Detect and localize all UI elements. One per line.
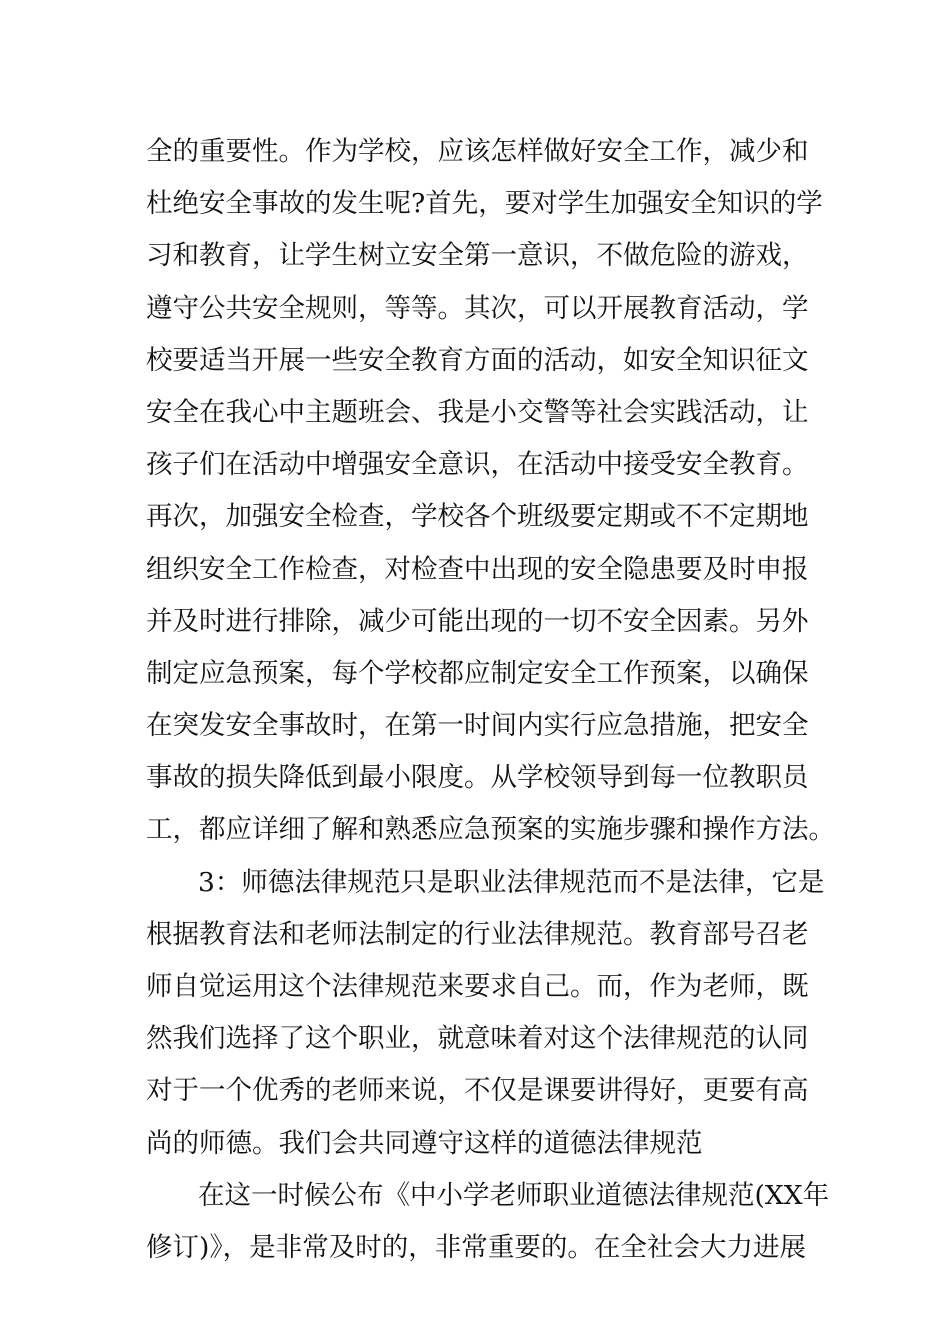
text-line: 根据教育法和老师法制定的行业法律规范。教育部号召老 <box>146 918 809 950</box>
text-line: 然我们选择了这个职业，就意味着对这个法律规范的认同 <box>146 1023 809 1055</box>
text-line: 全的重要性。作为学校，应该怎样做好安全工作，减少和 <box>146 136 809 167</box>
text-line: 校要适当开展一些安全教育方面的活动，如安全知识征文 <box>146 344 809 376</box>
text-line: 师自觉运用这个法律规范来要求自己。而，作为老师，既 <box>146 971 809 1002</box>
text-line: 并及时进行排除，减少可能出现的一切不安全因素。另外 <box>146 605 809 637</box>
text-line: 修订)》，是非常及时的，非常重要的。在全社会大力进展 <box>146 1231 806 1263</box>
text-line: 对于一个优秀的老师来说，不仅是课要讲得好，更要有高 <box>146 1075 809 1107</box>
text-line: 在突发安全事故时，在第一时间内实行应急措施，把安全 <box>146 710 809 742</box>
text-line: 再次，加强安全检查，学校各个班级要定期或不不定期地 <box>146 501 809 533</box>
text-line: 3：师德法律规范只是职业法律规范而不是法律，它是 <box>198 866 825 898</box>
text-line: 习和教育，让学生树立安全第一意识，不做危险的游戏， <box>146 240 809 272</box>
text-line: 在这一时候公布《中小学老师职业道德法律规范(XX年 <box>198 1179 830 1211</box>
text-line: 杜绝安全事故的发生呢?首先，要对学生加强安全知识的学 <box>146 188 823 220</box>
text-line: 工，都应详细了解和熟悉应急预案的实施步骤和操作方法。 <box>146 814 835 846</box>
text-line: 组织安全工作检查，对检查中出现的安全隐患要及时申报 <box>146 553 809 585</box>
text-line: 制定应急预案，每个学校都应制定安全工作预案，以确保 <box>146 657 809 689</box>
text-line: 事故的损失降低到最小限度。从学校领导到每一位教职员 <box>146 762 809 794</box>
text-line: 安全在我心中主题班会、我是小交警等社会实践活动，让 <box>146 396 809 428</box>
text-line: 孩子们在活动中增强安全意识，在活动中接受安全教育。 <box>146 449 809 481</box>
text-line: 尚的师德。我们会共同遵守这样的道德法律规范 <box>146 1127 703 1159</box>
text-line: 遵守公共安全规则，等等。其次，可以开展教育活动，学 <box>146 292 809 324</box>
body-text <box>146 126 835 1274</box>
